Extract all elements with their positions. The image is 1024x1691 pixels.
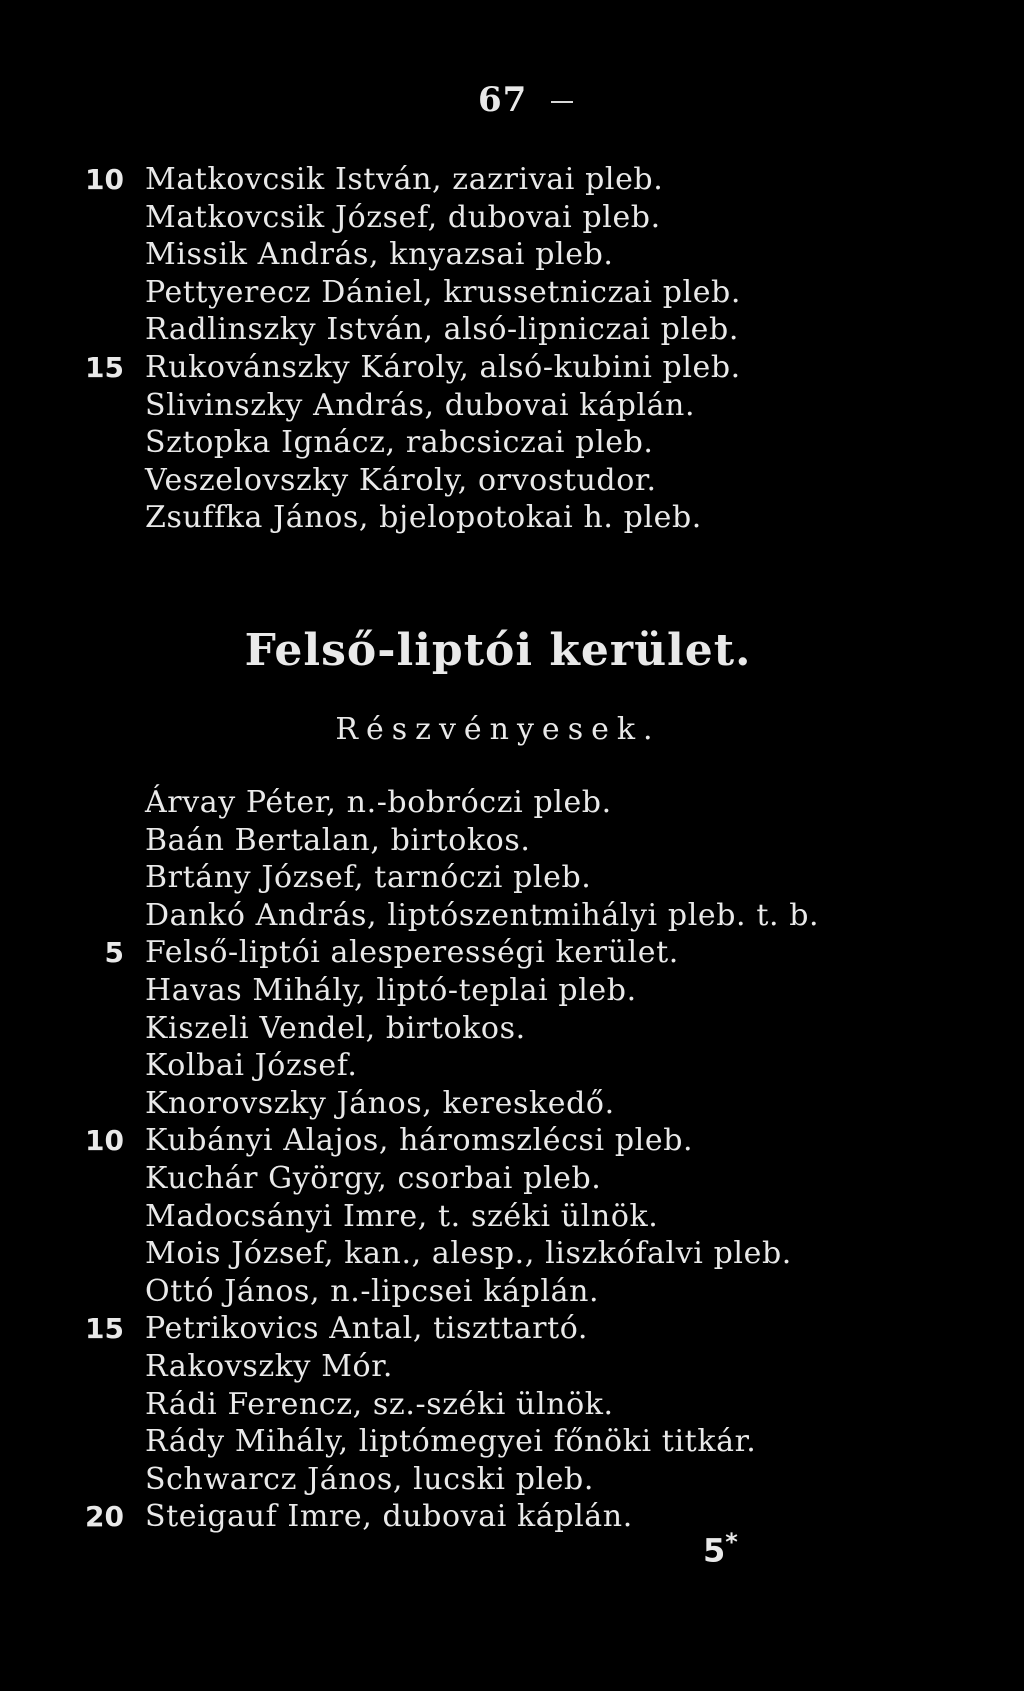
entry-text: Veszelovszky Károly, orvostudor.	[145, 462, 657, 498]
list-item	[0, 784, 1024, 822]
entry-text: Rády Mihály, liptómegyei főnöki titkár.	[145, 1424, 757, 1460]
subscriber-list-bottom	[0, 784, 1024, 1536]
list-item	[0, 274, 1024, 312]
page-header	[478, 80, 573, 120]
subscriber-list-top	[0, 161, 1024, 537]
list-item	[0, 1498, 1024, 1536]
entry-text: Pettyerecz Dániel, krussetniczai pleb.	[145, 274, 741, 310]
entry-text: Knorovszky János, kereskedő.	[145, 1085, 615, 1121]
list-item	[0, 1386, 1024, 1424]
section-title: Felső-liptói kerület.	[244, 625, 752, 676]
page-number: 67	[478, 80, 528, 120]
list-item	[0, 349, 1024, 387]
entry-text: Radlinszky István, alsó-lipniczai pleb.	[145, 312, 739, 348]
signature-mark	[703, 1528, 738, 1570]
entry-text: Missik András, knyazsai pleb.	[145, 237, 614, 273]
line-number: 5	[104, 936, 124, 970]
list-item	[0, 1198, 1024, 1236]
list-item	[0, 859, 1024, 897]
entry-text: Schwarcz János, lucski pleb.	[145, 1461, 595, 1497]
entry-text: Dankó András, liptószentmihályi pleb. t. b.	[145, 897, 820, 933]
list-item	[0, 462, 1024, 500]
list-item	[0, 1010, 1024, 1048]
entry-text: Ottó János, n.-lipcsei káplán.	[145, 1273, 600, 1309]
entry-text: Petrikovics Antal, tiszttartó.	[145, 1311, 589, 1347]
list-item	[0, 199, 1024, 237]
list-item	[0, 161, 1024, 199]
entry-text: Kuchár György, csorbai pleb.	[145, 1160, 602, 1196]
entry-text: Steigauf Imre, dubovai káplán.	[145, 1499, 633, 1535]
entry-text: Matkovcsik József, dubovai pleb.	[145, 199, 661, 235]
list-item	[0, 1273, 1024, 1311]
entry-text: Mois József, kan., alesp., liszkófalvi pleb.	[145, 1236, 792, 1272]
entry-text: Sztopka Ignácz, rabcsiczai pleb.	[145, 425, 654, 461]
signature-number: 5	[703, 1531, 726, 1570]
list-item	[0, 1160, 1024, 1198]
entry-text: Slivinszky András, dubovai káplán.	[145, 387, 696, 423]
line-number: 15	[85, 350, 124, 384]
list-item	[0, 499, 1024, 537]
list-item	[0, 236, 1024, 274]
entry-text: Zsuffka János, bjelopotokai h. pleb.	[145, 500, 702, 536]
list-item	[0, 1122, 1024, 1160]
list-item	[0, 822, 1024, 860]
entry-text: Árvay Péter, n.-bobróczi pleb.	[145, 785, 612, 820]
entry-text: Rukovánszky Károly, alsó-kubini pleb.	[145, 349, 741, 385]
list-item	[0, 934, 1024, 972]
line-number: 10	[85, 163, 124, 196]
entry-text: Rakovszky Mór.	[145, 1348, 393, 1384]
list-item	[0, 1348, 1024, 1386]
list-item	[0, 424, 1024, 462]
entry-text: Kiszeli Vendel, birtokos.	[145, 1010, 526, 1046]
entry-text: Baán Bertalan, birtokos.	[145, 822, 531, 858]
list-item	[0, 1235, 1024, 1273]
signature-star: *	[725, 1528, 738, 1556]
entry-text: Matkovcsik István, zazrivai pleb.	[145, 162, 664, 197]
list-item	[0, 1461, 1024, 1499]
entry-text: Kolbai József.	[145, 1048, 358, 1084]
list-item	[0, 1310, 1024, 1348]
entry-text: Kubányi Alajos, háromszlécsi pleb.	[145, 1123, 694, 1159]
entry-text: Felső-liptói alesperességi kerület.	[145, 935, 679, 971]
list-item	[0, 311, 1024, 349]
line-number: 15	[85, 1312, 124, 1346]
entry-text: Brtány József, tarnóczi pleb.	[145, 860, 592, 896]
entry-text: Madocsányi Imre, t. széki ülnök.	[145, 1198, 659, 1234]
entry-text: Havas Mihály, liptó-teplai pleb.	[145, 972, 637, 1008]
header-dash	[551, 101, 573, 103]
list-item	[0, 972, 1024, 1010]
line-number: 10	[85, 1124, 124, 1158]
list-item	[0, 897, 1024, 935]
entry-text: Rádi Ferencz, sz.-széki ülnök.	[145, 1386, 614, 1422]
list-item	[0, 1423, 1024, 1461]
list-item	[0, 387, 1024, 425]
list-item	[0, 1085, 1024, 1123]
list-item	[0, 1047, 1024, 1085]
section-subtitle: Részvényesek.	[335, 712, 661, 747]
line-number: 20	[85, 1500, 124, 1534]
